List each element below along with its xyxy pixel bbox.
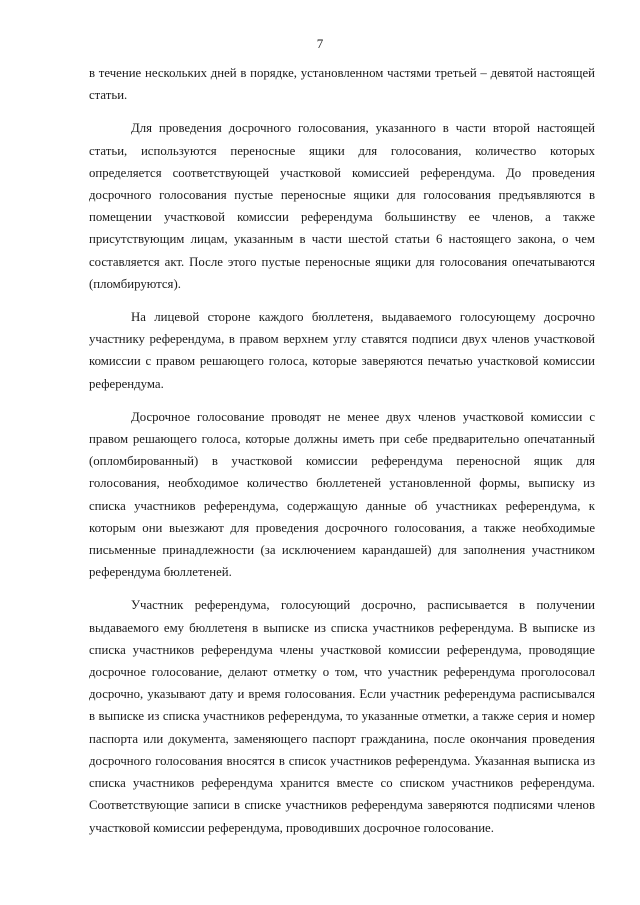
paragraph-ballot-signatures: На лицевой стороне каждого бюллетеня, выдаваемого голосующему досрочно участнику референдума, в правом верхнем углу ставятся подписи двух членов участковой комиссии с правом решающего голоса, которые заверяются печатью участковой комиссии референдума. (89, 310, 595, 391)
page-number: 7 (316, 36, 324, 51)
paragraph-portable-boxes: Для проведения досрочного голосования, указанного в части второй настоящей статьи, используются переносные ящики для голосования, количество которых определяется соответствующей участковой комиссией референдума. До проведения досрочного голосования пустые переносные ящики для голосования предъявляются в помещении участковой комиссии референдума большинству ее членов, а также присутствующим лицам, указанным в части шестой статьи 6 настоящего закона, о чем составляется акт. После этого пустые переносные ящики для голосования опечатываются (пломбируются). (89, 121, 595, 291)
paragraph-voting-procedure: Досрочное голосование проводят не менее двух членов участковой комиссии с правом решающего голоса, которые должны иметь при себе предварительно опечатанный (опломбированный) в участковой комиссии референдума переносной ящик для голосования, необходимое количество бюллетеней установленной формы, выписку из списка участников референдума, содержащую данные об участниках референдума, к которым они выезжают для проведения досрочного голосования, а также необходимые письменные принадлежности (за исключением карандашей) для заполнения участником референдума бюллетеней. (89, 409, 595, 580)
body-text (89, 62, 595, 850)
paragraph-continuation: в течение нескольких дней в порядке, установленном частями третьей – девятой настоящей статьи. (89, 66, 595, 103)
paragraph-participant-signature: Участник референдума, голосующий досрочно, расписывается в получении выдаваемого ему бюллетеня в выписке из списка участников референдума. В выписке из списка участников референдума члены участковой комиссии референдума, проводящие досрочное голосование, делают отметку о том, что участник референдума проголосовал досрочно, указывают дату и время голосования. Если участник референдума расписывался в выписке из списка участников референдума, то указанные отметки, а также серия и номер паспорта или документа, заменяющего паспорт гражданина, после окончания проведения досрочного голосования вносятся в список участников референдума. Указанная выписка из списка участников референдума хранится вместе со списком участников референдума. Соответствующие записи в списке участников референдума заверяются подписями членов участковой комиссии референдума, проводивших досрочное голосование. (89, 598, 595, 835)
